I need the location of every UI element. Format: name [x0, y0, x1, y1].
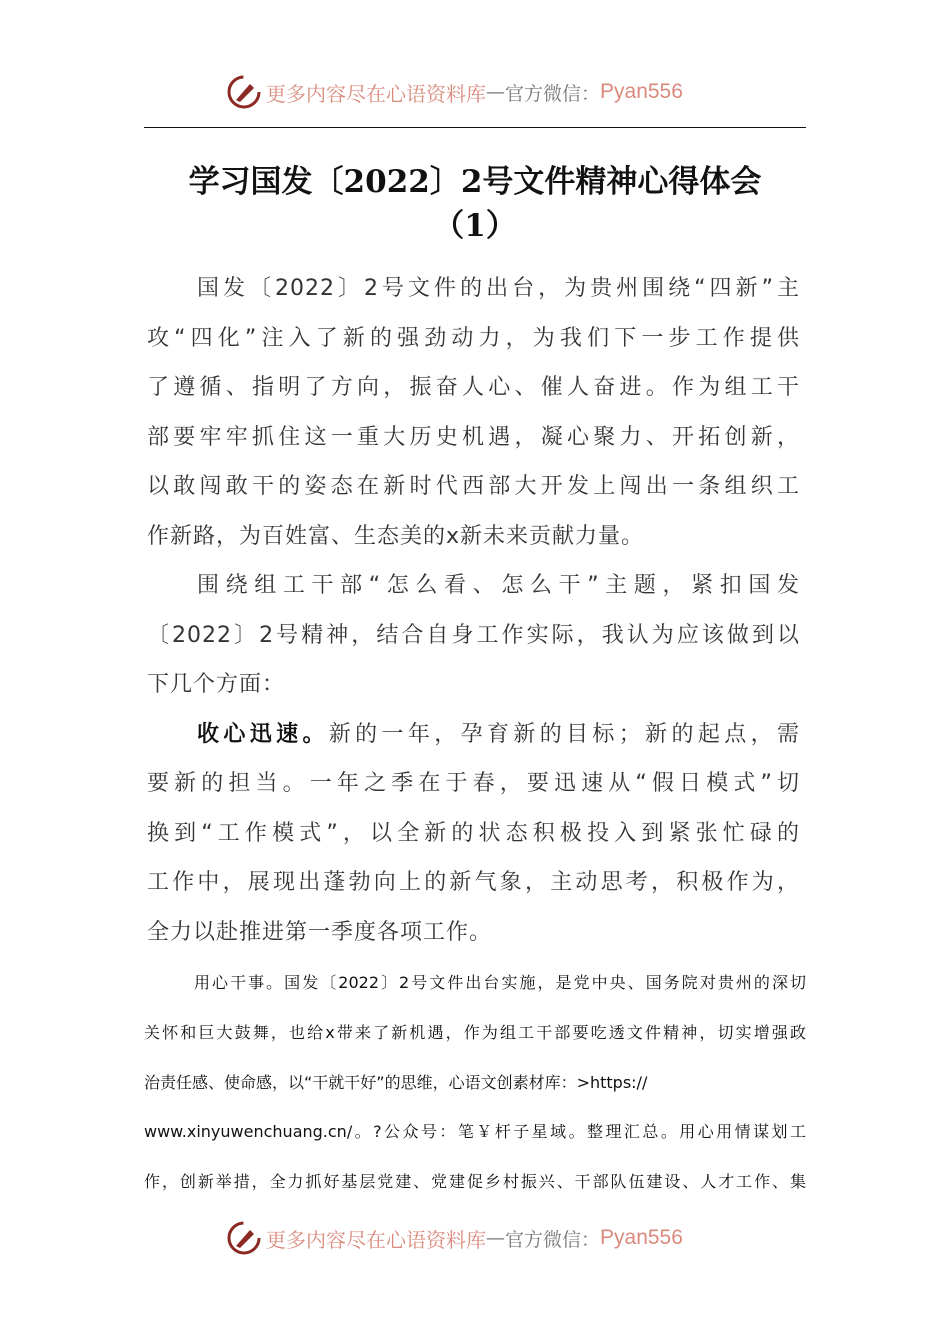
small-paragraph — [144, 958, 806, 1207]
text-line — [147, 710, 800, 760]
watermark-sep: — — [486, 81, 505, 103]
text-line: 用心干事。国发〔2022〕2号文件出台实施，是党中央、国务院对贵州的深切 — [194, 973, 806, 992]
text-line: 围绕组工干部“怎么看、怎么干”主题，紧扣国发 — [197, 573, 800, 598]
footer-watermark — [226, 1218, 726, 1258]
document-body — [147, 264, 800, 957]
watermark-brand: 更多内容尽在心语资料库 — [266, 1227, 486, 1252]
text-line: 部要牢牢抓住这一重大历史机遇，凝心聚力、开拓创新， — [147, 424, 800, 450]
watermark-id: Pyan556 — [600, 1226, 683, 1249]
text-line: 全力以赴推进第一季度各项工作。 — [147, 919, 493, 945]
text-line: 以敢闯敢干的姿态在新时代西部大开发上闯出一条组织工 — [147, 474, 800, 499]
watermark-label: 官方微信： — [505, 1228, 601, 1251]
text-line: 换到“工作模式”，以全新的状态积极投入到紧张忙碌的 — [147, 820, 800, 846]
text-line: 工作中，展现出蓬勃向上的新气象，主动思考，积极作为， — [147, 870, 800, 895]
text-line: 作，创新举措，全力抓好基层党建、党建促乡村振兴、干部队伍建设、人才工作、集 — [144, 1172, 806, 1192]
watermark-brand: 更多内容尽在心语资料库 — [266, 81, 486, 106]
bold-lead: 收心迅速。 — [197, 721, 329, 747]
watermark-label: 官方微信： — [505, 82, 601, 105]
title-line-1: 学习国发〔2022〕2号文件精神心得体会 — [188, 164, 762, 200]
text-line: 攻“四化”注入了新的强劲动力，为我们下一步工作提供 — [147, 325, 800, 351]
text-line: www.xinyuwenchuang.cn/。?公众号：笔￥杆子星域。整理汇总。用心用情谋划工 — [144, 1122, 806, 1142]
pen-logo-icon — [226, 1220, 262, 1256]
text-line: 下几个方面： — [147, 672, 286, 697]
pen-logo-icon — [226, 74, 262, 110]
text-line: 〔2022〕2号精神，结合自身工作实际，我认为应该做到以 — [147, 622, 800, 648]
header-watermark — [226, 72, 726, 112]
text-line: 作新路，为百姓富、生态美的x新未来贡献力量。 — [147, 523, 645, 549]
text-line: 关怀和巨大鼓舞，也给x带来了新机遇，作为组工干部要吃透文件精神，切实增强政 — [144, 1022, 806, 1042]
text-line: 国发〔2022〕2号文件的出台，为贵州围绕“四新”主 — [197, 276, 800, 301]
header-rule — [144, 127, 806, 128]
text-line: 了遵循、指明了方向，振奋人心、催人奋进。作为组工干 — [147, 375, 800, 400]
text-span: 新的一年，孕育新的目标；新的起点，需 — [328, 721, 800, 747]
text-line: 要新的担当。一年之季在于春，要迅速从“假日模式”切 — [147, 771, 800, 796]
watermark-sep: — — [486, 1227, 505, 1249]
text-line: 治责任感、使命感，以“干就干好”的思维，心语文创素材库：>https:// — [144, 1072, 648, 1092]
title-line-2: （1） — [433, 208, 517, 244]
document-title — [140, 160, 810, 248]
watermark-id: Pyan556 — [600, 80, 683, 103]
